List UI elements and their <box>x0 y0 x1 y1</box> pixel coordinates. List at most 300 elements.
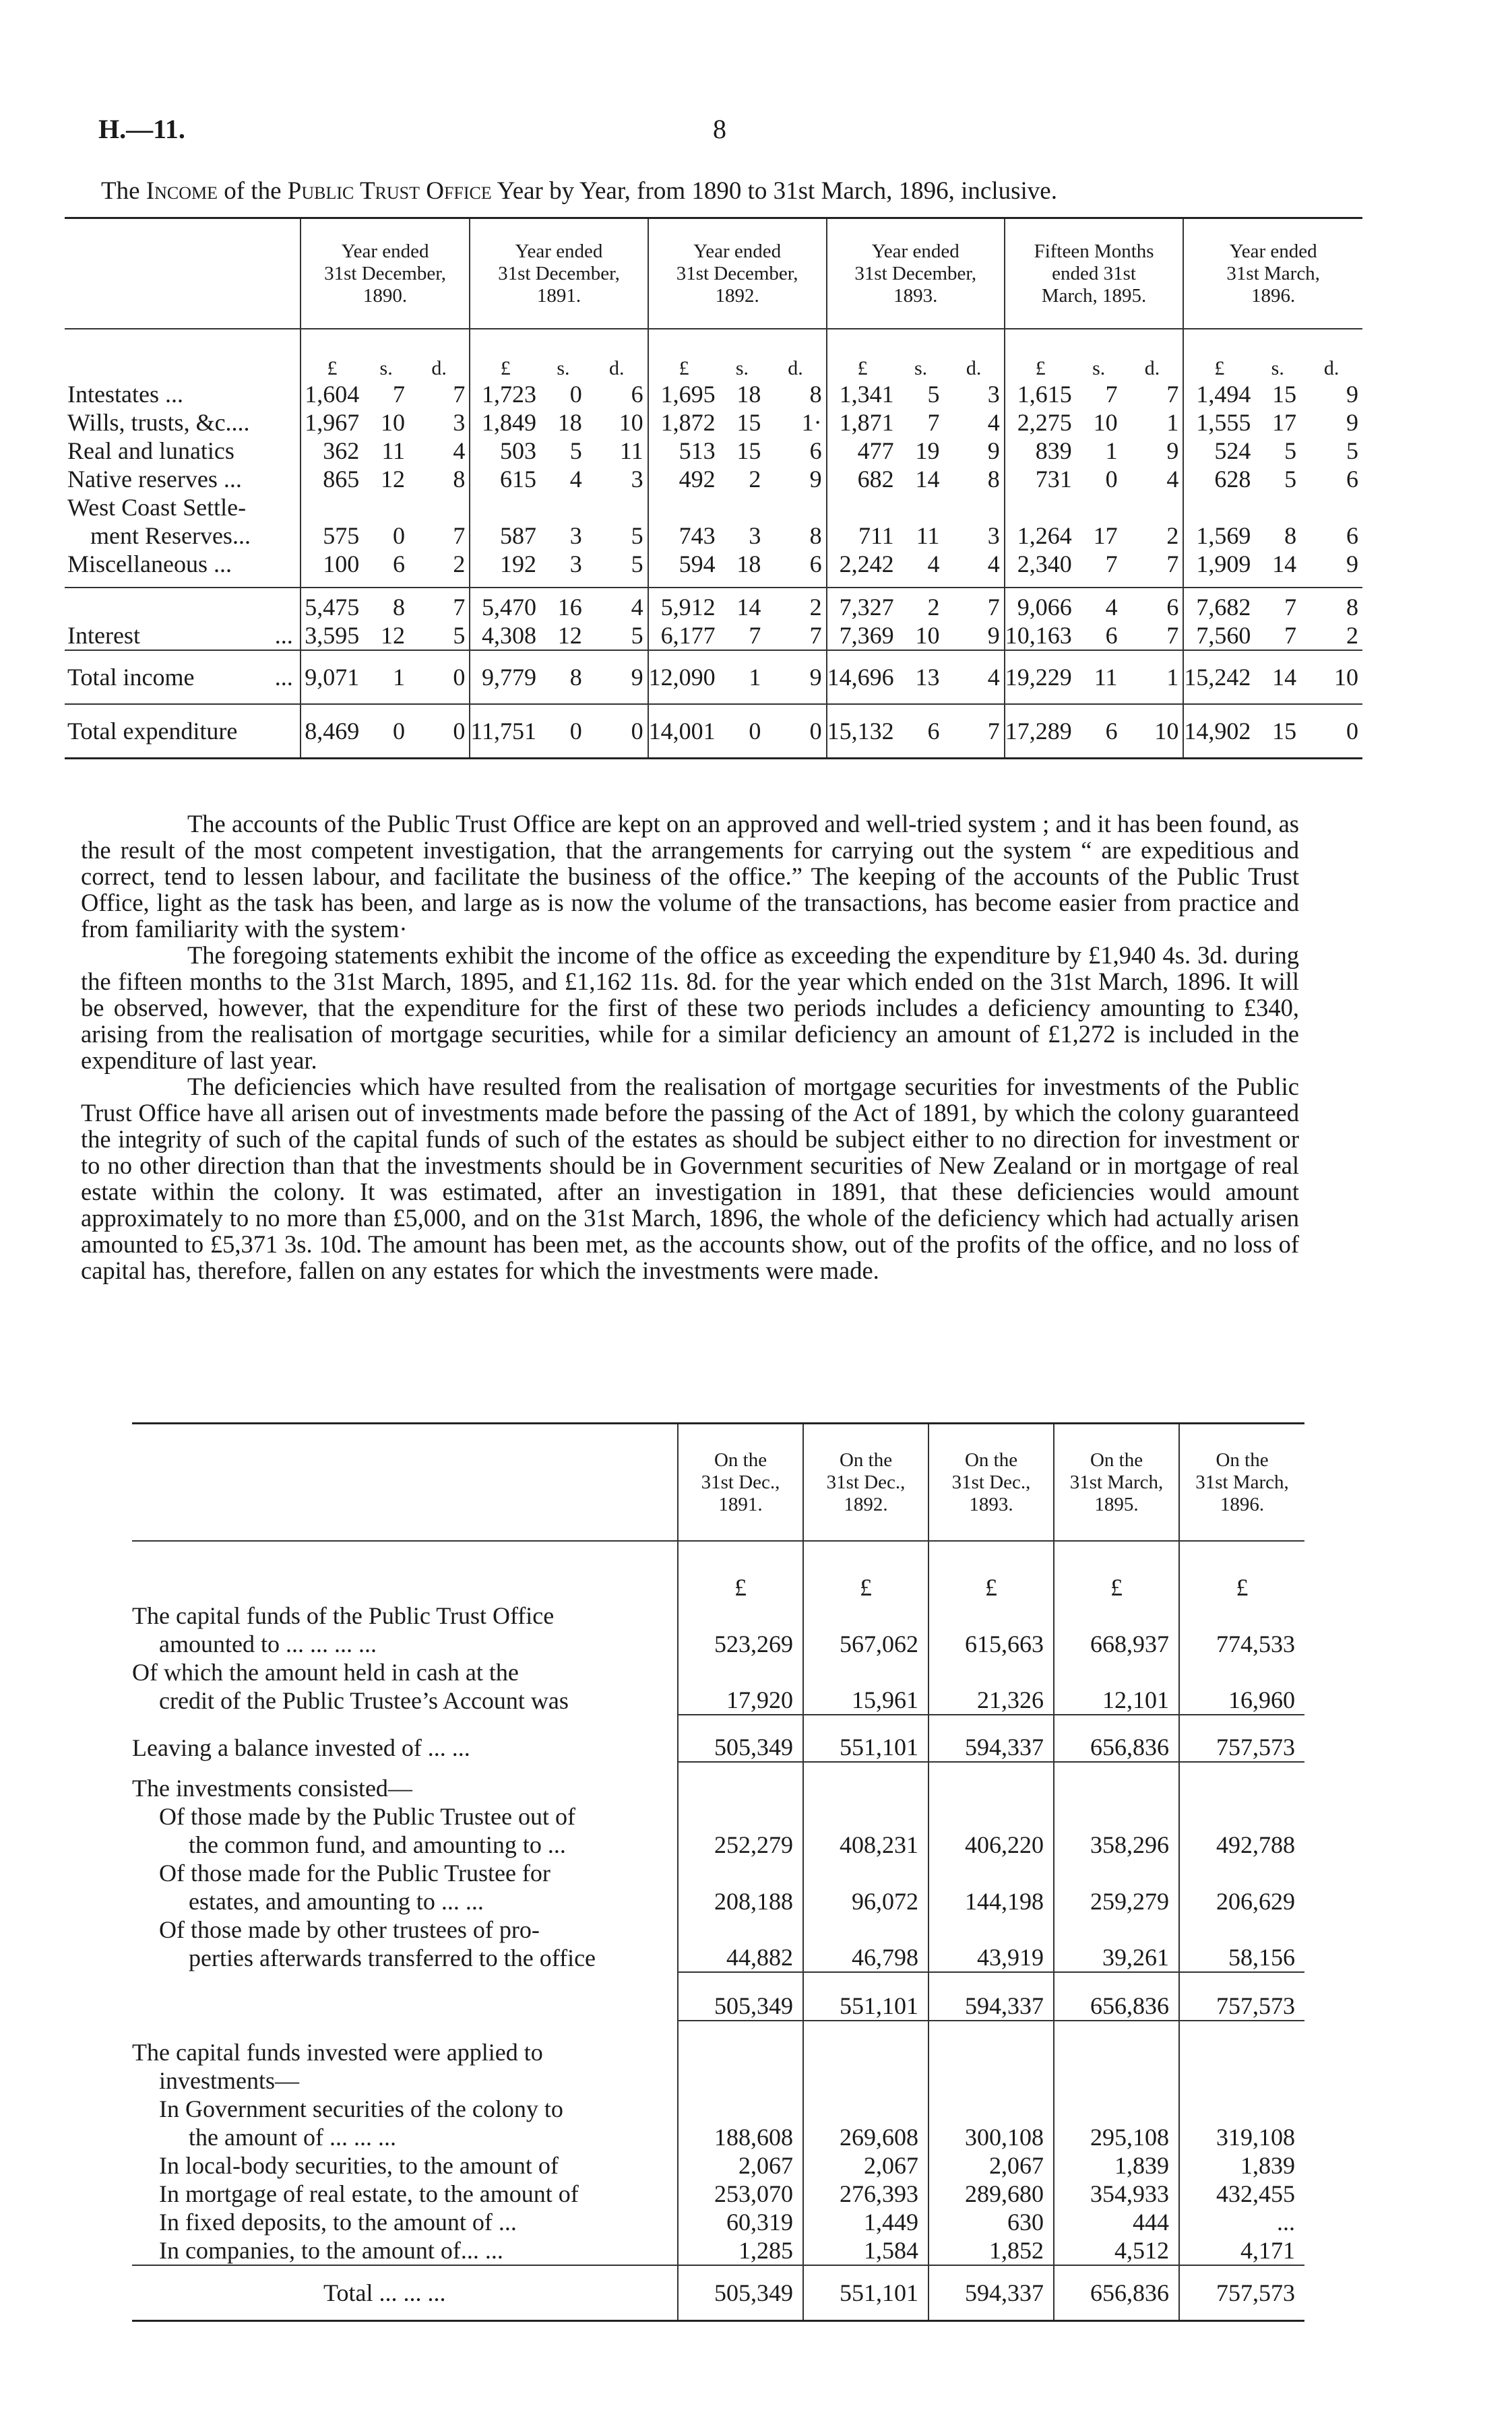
value-cell: 354,933 <box>1054 2180 1179 2208</box>
total-row <box>132 2265 1304 2320</box>
table-row <box>65 550 1362 578</box>
value-cell: 358,296 <box>1054 1802 1179 1859</box>
value-cell <box>1054 1762 1179 1802</box>
pounds-cell: 628 <box>1183 465 1255 493</box>
pence-cell: 0 <box>409 704 470 758</box>
value-cell: 408,231 <box>803 1802 928 1859</box>
shillings-cell: 12 <box>381 466 405 493</box>
pence-cell: 4 <box>453 437 466 464</box>
pounds-cell: 503 <box>470 437 540 465</box>
column-header: Year ended 31st December, 1890. <box>301 218 470 329</box>
section-heading-row <box>132 1762 1304 1802</box>
pounds-cell: 1,264 <box>1005 493 1076 550</box>
pence-cell: 7 <box>943 588 1004 621</box>
value-cell <box>928 1762 1054 1802</box>
pounds-cell: 682 <box>827 465 898 493</box>
pence-cell: 4 <box>586 588 648 621</box>
unit-label: £ <box>1179 1541 1304 1602</box>
shillings-cell: 7 <box>1255 588 1300 621</box>
column-header: Fifteen Months ended 31st March, 1895. <box>1005 218 1184 329</box>
shillings-cell: 11 <box>381 437 405 464</box>
pounds-cell: 11,751 <box>470 704 540 758</box>
table-row <box>132 1802 1304 1859</box>
paragraph: The deficiencies which have resulted from the realisation of mortgage securities for investments of the Public Trust Office have all arisen out of investments made before the passing of the Act of 1891, by which the colony guaranteed the integrity of such of the capital funds of such of the estates as should be subject either to no direction for investment or to no other direction than that the investments should be in Government securities of New Zealand or in mortgage of real estate within the colony. It was estimated, after an investigation in 1891, that these deficiencies would amount approximately to no more than £5,000, and on the 31st March, 1896, the whole of the deficiency which had actually arisen amounted to £5,371 3s. 10d. The amount has been met, as the accounts show, out of the profits of the office, and no loss of capital has, therefore, fallen on any estates for which the investments were made. <box>81 1073 1299 1284</box>
pence-cell: 1 <box>1166 409 1179 436</box>
pence-cell: 9 <box>809 466 822 493</box>
pounds-cell: 7,682 <box>1183 588 1255 621</box>
value-cell: 58,156 <box>1179 1916 1304 1972</box>
paragraph: The accounts of the Public Trust Office are kept on an approved and well-tried system ; and it has been found, as the result of the most competent investigation, that the arrangements for carrying out the system “ are expeditious and correct, tend to lessen labour, and facilitate the business of the office.” The keeping of the accounts of the Public Trust Office, light as the task has been, and large as is now the volume of the transactions, has become easier from practice and from familiarity with the system· <box>81 810 1299 943</box>
value-cell: 319,108 <box>1179 2095 1304 2151</box>
value-cell: 774,533 <box>1179 1602 1304 1658</box>
shillings-cell: 0 <box>1105 466 1118 493</box>
shillings-cell: 18 <box>557 409 582 436</box>
value-cell: 46,798 <box>803 1916 928 1972</box>
row-label: Interest ... <box>67 622 293 649</box>
value-cell <box>678 2021 803 2095</box>
shillings-cell: 4 <box>927 550 940 577</box>
table-row <box>132 1916 1304 1972</box>
shillings-cell: 16 <box>540 588 586 621</box>
shillings-cell: 17 <box>1272 409 1297 436</box>
value-cell <box>928 2021 1054 2095</box>
pounds-cell: 2,242 <box>827 550 898 578</box>
pence-cell: 9 <box>1346 409 1358 436</box>
row-label: Intestates ... <box>67 381 183 408</box>
value-cell: 656,836 <box>1054 2265 1179 2320</box>
shillings-cell: 12 <box>557 622 582 649</box>
units-row <box>132 1541 1304 1602</box>
pounds-cell: 14,001 <box>648 704 720 758</box>
pence-cell: 6 <box>1346 466 1358 493</box>
value-cell: 505,349 <box>678 1715 803 1762</box>
subtotal-row <box>65 588 1362 621</box>
table-row <box>132 2151 1304 2180</box>
shillings-cell: 15 <box>736 437 761 464</box>
value-cell: 17,920 <box>678 1658 803 1715</box>
row-label <box>132 1972 678 2021</box>
pence-cell: 1· <box>801 409 822 436</box>
pence-cell: 8 <box>809 381 822 408</box>
row-label: West Coast Settle- ment Reserves... <box>67 494 251 549</box>
pounds-cell: 17,289 <box>1005 704 1076 758</box>
pence-cell: 7 <box>453 381 466 408</box>
value-cell: 1,852 <box>928 2236 1054 2265</box>
shillings-cell: 14 <box>915 466 940 493</box>
pence-cell: 5 <box>631 522 643 549</box>
table-row <box>65 408 1362 437</box>
row-label: Total ... ... ... <box>132 2265 678 2320</box>
value-cell: 444 <box>1054 2208 1179 2236</box>
unit-label: £ <box>1183 329 1255 380</box>
pounds-cell: 12,090 <box>648 650 720 704</box>
value-cell: 269,608 <box>803 2095 928 2151</box>
value-cell: 4,512 <box>1054 2236 1179 2265</box>
value-cell: 567,062 <box>803 1602 928 1658</box>
table-row <box>132 2095 1304 2151</box>
pence-cell: 3 <box>631 466 643 493</box>
value-cell: 594,337 <box>928 2265 1054 2320</box>
unit-label: s. <box>379 357 393 379</box>
pence-cell: 9 <box>1346 550 1358 577</box>
value-cell: 1,285 <box>678 2236 803 2265</box>
pounds-cell: 19,229 <box>1005 650 1076 704</box>
column-header: On the 31st Dec., 1892. <box>803 1424 928 1542</box>
pence-cell: 8 <box>987 466 1000 493</box>
table-row <box>132 2236 1304 2265</box>
pounds-cell: 362 <box>301 437 364 465</box>
pounds-cell: 8,469 <box>301 704 364 758</box>
pounds-cell: 7,327 <box>827 588 898 621</box>
row-label: In mortgage of real estate, to the amount of <box>159 2180 579 2207</box>
value-cell: 12,101 <box>1054 1658 1179 1715</box>
pence-cell: 6 <box>1122 588 1184 621</box>
table-row <box>132 1658 1304 1715</box>
table-row <box>132 1859 1304 1916</box>
shillings-cell: 7 <box>393 381 405 408</box>
pounds-cell: 14,696 <box>827 650 898 704</box>
column-header: On the 31st Dec., 1893. <box>928 1424 1054 1542</box>
pounds-cell: 1,555 <box>1183 408 1255 437</box>
value-cell: 406,220 <box>928 1802 1054 1859</box>
value-cell <box>678 1762 803 1802</box>
unit-label: £ <box>1054 1541 1179 1602</box>
pounds-cell: 513 <box>648 437 720 465</box>
pounds-cell: 1,494 <box>1183 380 1255 408</box>
value-cell: 2,067 <box>678 2151 803 2180</box>
value-cell: 43,919 <box>928 1916 1054 1972</box>
value-cell: 252,279 <box>678 1802 803 1859</box>
pounds-cell: 1,871 <box>827 408 898 437</box>
value-cell: 2,067 <box>803 2151 928 2180</box>
row-label: Wills, trusts, &c.... <box>67 409 250 436</box>
value-cell: 276,393 <box>803 2180 928 2208</box>
shillings-cell: 7 <box>1105 381 1118 408</box>
pence-cell: 2 <box>765 588 826 621</box>
value-cell: 551,101 <box>803 1972 928 2021</box>
value-cell: 630 <box>928 2208 1054 2236</box>
shillings-cell: 4 <box>569 466 582 493</box>
shillings-cell: 4 <box>1076 588 1122 621</box>
table-row <box>132 1602 1304 1658</box>
pence-cell: 0 <box>409 650 470 704</box>
shillings-cell: 7 <box>749 622 761 649</box>
shillings-cell: 15 <box>1255 704 1300 758</box>
pounds-cell: 15,132 <box>827 704 898 758</box>
value-cell: 492,788 <box>1179 1802 1304 1859</box>
pounds-cell: 731 <box>1005 465 1076 493</box>
total-expenditure-row <box>65 704 1362 758</box>
pounds-cell: 1,849 <box>470 408 540 437</box>
pence-cell: 9 <box>987 437 1000 464</box>
table-row <box>65 380 1362 408</box>
unit-label: d. <box>1144 357 1160 379</box>
pounds-cell: 2,340 <box>1005 550 1076 578</box>
title-part: The <box>101 177 140 205</box>
unit-label: d. <box>788 357 803 379</box>
shillings-cell: 6 <box>393 550 405 577</box>
pence-cell: 9 <box>586 650 648 704</box>
unit-label: s. <box>557 357 570 379</box>
pence-cell: 7 <box>809 622 822 649</box>
pence-cell: 10 <box>619 409 643 436</box>
shillings-cell: 10 <box>1093 409 1118 436</box>
value-cell <box>1179 1762 1304 1802</box>
value-cell: 656,836 <box>1054 1972 1179 2021</box>
shillings-cell: 6 <box>1076 704 1122 758</box>
shillings-cell: 14 <box>1272 550 1297 577</box>
value-cell: 505,349 <box>678 2265 803 2320</box>
pence-cell: 7 <box>1166 550 1179 577</box>
title-part: Year by Year, from 1890 to 31st March, 1896, inclusive. <box>497 177 1057 205</box>
unit-label: d. <box>966 357 982 379</box>
pounds-cell: 1,872 <box>648 408 720 437</box>
value-cell: 188,608 <box>678 2095 803 2151</box>
value-cell: 300,108 <box>928 2095 1054 2151</box>
value-cell: 432,455 <box>1179 2180 1304 2208</box>
value-cell: 668,937 <box>1054 1602 1179 1658</box>
pounds-cell: 9,071 <box>301 650 364 704</box>
shillings-cell: 1 <box>720 650 765 704</box>
title-part: Public Trust Office <box>287 177 492 205</box>
pounds-cell: 743 <box>648 493 720 550</box>
pounds-cell: 5,912 <box>648 588 720 621</box>
value-cell: 4,171 <box>1179 2236 1304 2265</box>
pence-cell: 4 <box>1166 466 1179 493</box>
shillings-cell: 14 <box>1255 650 1300 704</box>
pence-cell: 4 <box>987 409 1000 436</box>
title-part: of the <box>224 177 282 205</box>
column-header: Year ended 31st December, 1891. <box>470 218 648 329</box>
value-cell: 757,573 <box>1179 2265 1304 2320</box>
pence-cell: 7 <box>453 522 466 549</box>
value-cell: 208,188 <box>678 1859 803 1916</box>
pounds-cell: 9,066 <box>1005 588 1076 621</box>
pence-cell: 10 <box>1300 650 1362 704</box>
row-label: Total income ... <box>65 650 301 704</box>
row-label: The investments consisted— <box>132 1775 412 1802</box>
shillings-cell: 8 <box>1284 522 1297 549</box>
row-label: In fixed deposits, to the amount of ... <box>159 2209 517 2236</box>
row-label: In local-body securities, to the amount of <box>159 2152 559 2179</box>
column-header: On the 31st March, 1896. <box>1179 1424 1304 1542</box>
value-cell: 656,836 <box>1054 1715 1179 1762</box>
shillings-cell: 0 <box>393 522 405 549</box>
pounds-cell: 1,909 <box>1183 550 1255 578</box>
shillings-cell: 5 <box>1284 466 1297 493</box>
pounds-cell: 4,308 <box>470 621 540 650</box>
value-cell: 594,337 <box>928 1972 1054 2021</box>
row-label: In companies, to the amount of... ... <box>159 2237 503 2264</box>
pence-cell: 7 <box>1166 381 1179 408</box>
value-cell: 253,070 <box>678 2180 803 2208</box>
unit-label: £ <box>301 329 364 380</box>
value-cell: 1,839 <box>1179 2151 1304 2180</box>
shillings-cell: 5 <box>569 437 582 464</box>
value-cell: 21,326 <box>928 1658 1054 1715</box>
shillings-cell: 2 <box>749 466 761 493</box>
value-cell: 594,337 <box>928 1715 1054 1762</box>
shillings-cell: 3 <box>569 550 582 577</box>
pence-cell: 6 <box>809 550 822 577</box>
pounds-cell: 1,604 <box>301 380 364 408</box>
pounds-cell: 865 <box>301 465 364 493</box>
pence-cell: 5 <box>453 622 466 649</box>
unit-label: £ <box>928 1541 1054 1602</box>
column-header: Year ended 31st December, 1892. <box>648 218 827 329</box>
pence-cell: 3 <box>453 409 466 436</box>
row-label: Leaving a balance invested of ... ... <box>132 1734 470 1761</box>
shillings-cell: 0 <box>720 704 765 758</box>
row-label: Native reserves ... <box>67 466 242 493</box>
table-row <box>132 2208 1304 2236</box>
row-label: The capital funds of the Public Trust Office amounted to ... ... ... ... <box>132 1602 555 1657</box>
value-cell: 2,067 <box>928 2151 1054 2180</box>
shillings-cell: 10 <box>915 622 940 649</box>
pounds-cell: 1,967 <box>301 408 364 437</box>
pence-cell: 9 <box>1166 437 1179 464</box>
pence-cell: 6 <box>1346 522 1358 549</box>
pence-cell: 3 <box>987 522 1000 549</box>
row-label: Of those made by the Public Trustee out of the common fund, and amounting to ... <box>159 1803 575 1858</box>
unit-label: d. <box>608 357 625 379</box>
shillings-cell: 0 <box>569 381 582 408</box>
pounds-cell: 477 <box>827 437 898 465</box>
value-cell: ... <box>1179 2208 1304 2236</box>
unit-label: £ <box>803 1541 928 1602</box>
pounds-cell: 615 <box>470 465 540 493</box>
value-cell: 289,680 <box>928 2180 1054 2208</box>
row-label: Total expenditure <box>65 704 301 758</box>
shillings-cell: 17 <box>1093 522 1118 549</box>
pence-cell: 3 <box>987 381 1000 408</box>
pounds-cell: 1,341 <box>827 380 898 408</box>
paragraph: The foregoing statements exhibit the income of the office as exceeding the expenditure by £1,940 4s. 3d. during the fifteen months to the 31st March, 1895, and £1,162 11s. 8d. for the year which ended on the 31st March, 1896. It will be observed, however, that the expenditure for the first of these two periods includes a deficiency amounting to £340, arising from the realisation of mortgage securities, while for a similar deficiency an amount of £1,272 is included in the expenditure of last year. <box>81 941 1299 1074</box>
pence-cell: 5 <box>631 550 643 577</box>
shillings-cell: 7 <box>1105 550 1118 577</box>
pounds-cell: 5,475 <box>301 588 364 621</box>
value-cell: 1,449 <box>803 2208 928 2236</box>
value-cell: 523,269 <box>678 1602 803 1658</box>
pounds-cell: 6,177 <box>648 621 720 650</box>
value-cell: 96,072 <box>803 1859 928 1916</box>
total-income-row <box>65 650 1362 704</box>
shillings-cell: 1 <box>1105 437 1118 464</box>
shillings-cell: 12 <box>381 622 405 649</box>
pounds-cell: 3,595 <box>301 621 364 650</box>
value-cell: 551,101 <box>803 2265 928 2320</box>
table-row <box>132 1715 1304 1762</box>
pence-cell: 8 <box>809 522 822 549</box>
pounds-cell: 1,695 <box>648 380 720 408</box>
value-cell: 16,960 <box>1179 1658 1304 1715</box>
pence-cell: 0 <box>1300 704 1362 758</box>
pounds-cell: 1,569 <box>1183 493 1255 550</box>
pounds-cell: 7,560 <box>1183 621 1255 650</box>
pence-cell: 4 <box>943 650 1004 704</box>
shillings-cell: 19 <box>915 437 940 464</box>
pounds-cell: 492 <box>648 465 720 493</box>
pounds-cell: 15,242 <box>1183 650 1255 704</box>
shillings-cell: 3 <box>569 522 582 549</box>
pence-cell: 7 <box>409 588 470 621</box>
shillings-cell: 5 <box>927 381 940 408</box>
pence-cell: 0 <box>765 704 826 758</box>
column-header: On the 31st March, 1895. <box>1054 1424 1179 1542</box>
value-cell <box>803 1762 928 1802</box>
shillings-cell: 7 <box>1284 622 1297 649</box>
subtotal-row <box>132 1972 1304 2021</box>
value-cell <box>803 2021 928 2095</box>
document-reference: H.—11. <box>98 114 185 144</box>
pence-cell: 6 <box>809 437 822 464</box>
pounds-cell: 1,723 <box>470 380 540 408</box>
pounds-cell: 839 <box>1005 437 1076 465</box>
value-cell: 1,584 <box>803 2236 928 2265</box>
pounds-cell: 2,275 <box>1005 408 1076 437</box>
value-cell: 757,573 <box>1179 1972 1304 2021</box>
pounds-cell: 5,470 <box>470 588 540 621</box>
section-heading-row <box>132 2021 1304 2095</box>
value-cell: 259,279 <box>1054 1859 1179 1916</box>
shillings-cell: 6 <box>1105 622 1118 649</box>
shillings-cell: 5 <box>1284 437 1297 464</box>
pence-cell: 8 <box>453 466 466 493</box>
column-header: Year ended 31st December, 1893. <box>827 218 1005 329</box>
pence-cell: 2 <box>1166 522 1179 549</box>
shillings-cell: 13 <box>898 650 944 704</box>
shillings-cell: 10 <box>381 409 405 436</box>
shillings-cell: 8 <box>363 588 409 621</box>
pounds-cell: 14,902 <box>1183 704 1255 758</box>
pounds-cell: 587 <box>470 493 540 550</box>
pounds-cell: 10,163 <box>1005 621 1076 650</box>
unit-label: £ <box>1005 329 1076 380</box>
pounds-cell: 594 <box>648 550 720 578</box>
pence-cell: 9 <box>987 622 1000 649</box>
pounds-cell: 575 <box>301 493 364 550</box>
unit-label: s. <box>735 357 749 379</box>
unit-label: £ <box>648 329 720 380</box>
shillings-cell: 18 <box>736 381 761 408</box>
table-row <box>65 493 1362 550</box>
row-label: Miscellaneous ... <box>67 550 232 577</box>
shillings-cell: 8 <box>540 650 586 704</box>
pence-cell: 0 <box>586 704 648 758</box>
pence-cell: 2 <box>453 550 466 577</box>
shillings-cell: 15 <box>1272 381 1297 408</box>
stub-header <box>132 1424 678 1542</box>
shillings-cell: 0 <box>540 704 586 758</box>
title-part: Income <box>146 177 218 205</box>
row-label: Of those made for the Public Trustee for estates, and amounting to ... ... <box>159 1860 550 1915</box>
pence-cell: 7 <box>1166 622 1179 649</box>
shillings-cell: 2 <box>898 588 944 621</box>
shillings-cell: 7 <box>927 409 940 436</box>
pence-cell: 1 <box>1122 650 1184 704</box>
value-cell <box>1179 2021 1304 2095</box>
body-text <box>81 811 1299 1284</box>
pence-cell: 11 <box>619 437 643 464</box>
value-cell: 615,663 <box>928 1602 1054 1658</box>
pence-cell: 9 <box>1346 381 1358 408</box>
row-label: Of which the amount held in cash at the credit of the Public Trustee’s Account was <box>132 1659 569 1714</box>
column-header: On the 31st Dec., 1891. <box>678 1424 803 1542</box>
pence-cell: 4 <box>987 550 1000 577</box>
unit-label: s. <box>1092 357 1106 379</box>
unit-label: d. <box>1323 357 1340 379</box>
pounds-cell: 7,369 <box>827 621 898 650</box>
